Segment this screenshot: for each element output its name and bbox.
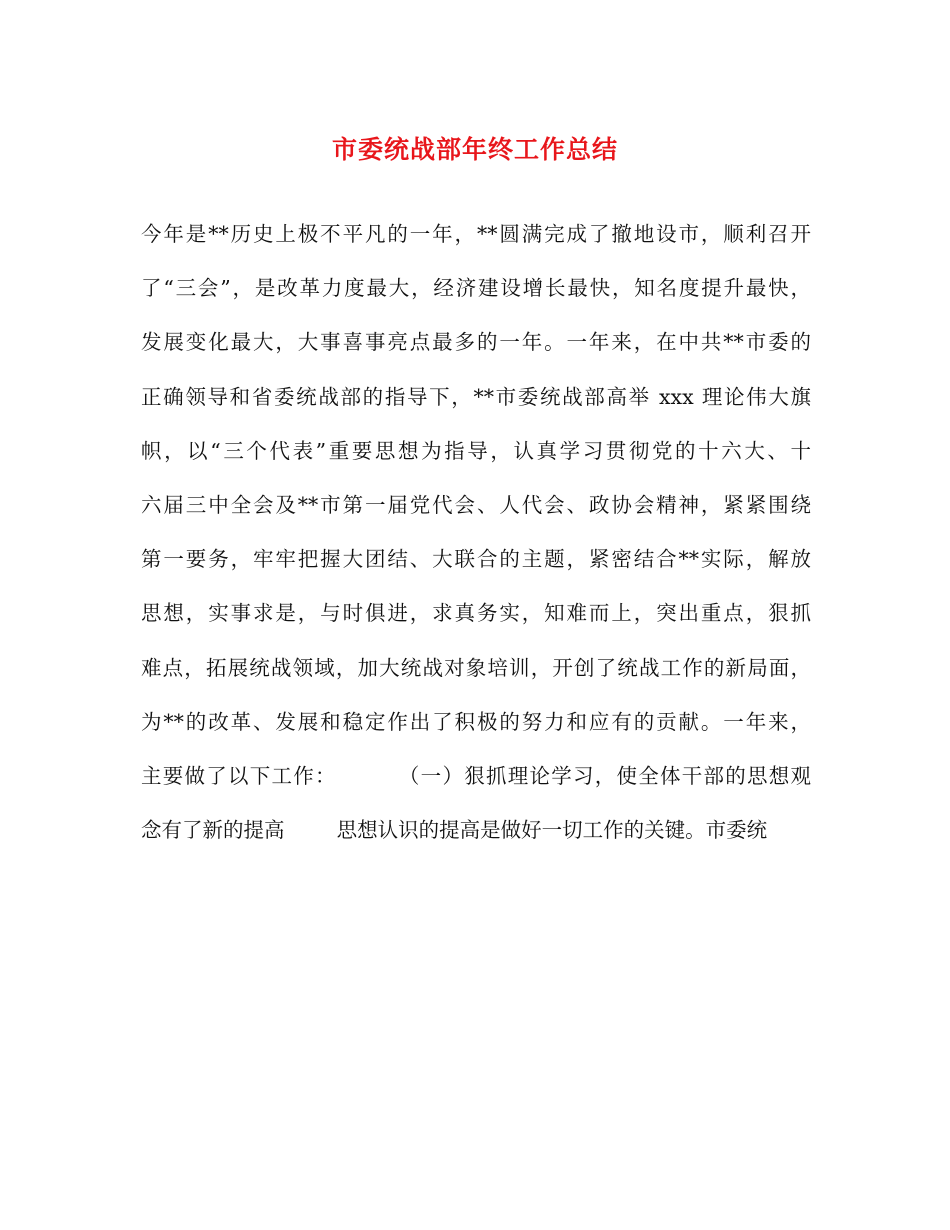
body-line-1: 今年是**历史上极不平凡的一年，**圆满完成了撤地设市，顺利召开 — [141, 222, 811, 246]
body-line-8: 思想，实事求是，与时俱进，求真务实，知难而上，突出重点，狠抓 — [141, 601, 811, 626]
document-body — [141, 207, 811, 857]
body-line-2: 了“三会”，是改革力度最大，经济建设增长最快，知名度提升最快， — [141, 276, 811, 301]
body-line-11: 主要做了以下工作： （一）狠抓理论学习，使全体干部的思想观 — [141, 763, 811, 788]
document-title: 市委统战部年终工作总结 — [331, 135, 618, 164]
body-line-9: 难点，拓展统战领域，加大统战对象培训，开创了统战工作的新局面， — [141, 655, 811, 680]
body-line-6: 六届三中全会及**市第一届党代会、人代会、政协会精神，紧紧围绕 — [141, 492, 811, 517]
body-line-5: 帜，以“三个代表”重要思想为指导，认真学习贯彻党的十六大、十 — [141, 438, 811, 463]
body-line-10: 为**的改革、发展和稳定作出了积极的努力和应有的贡献。一年来， — [141, 709, 811, 734]
body-line-3: 发展变化最大，大事喜事亮点最多的一年。一年来，在中共**市委的 — [141, 330, 811, 355]
body-line-12: 念有了新的提高 思想认识的提高是做好一切工作的关键。市委统 — [141, 818, 768, 843]
body-line-7: 第一要务，牢牢把握大团结、大联合的主题，紧密结合**实际，解放 — [141, 547, 811, 572]
body-line-4: 正确领导和省委统战部的指导下，**市委统战部高举 xxx 理论伟大旗 — [141, 384, 811, 409]
